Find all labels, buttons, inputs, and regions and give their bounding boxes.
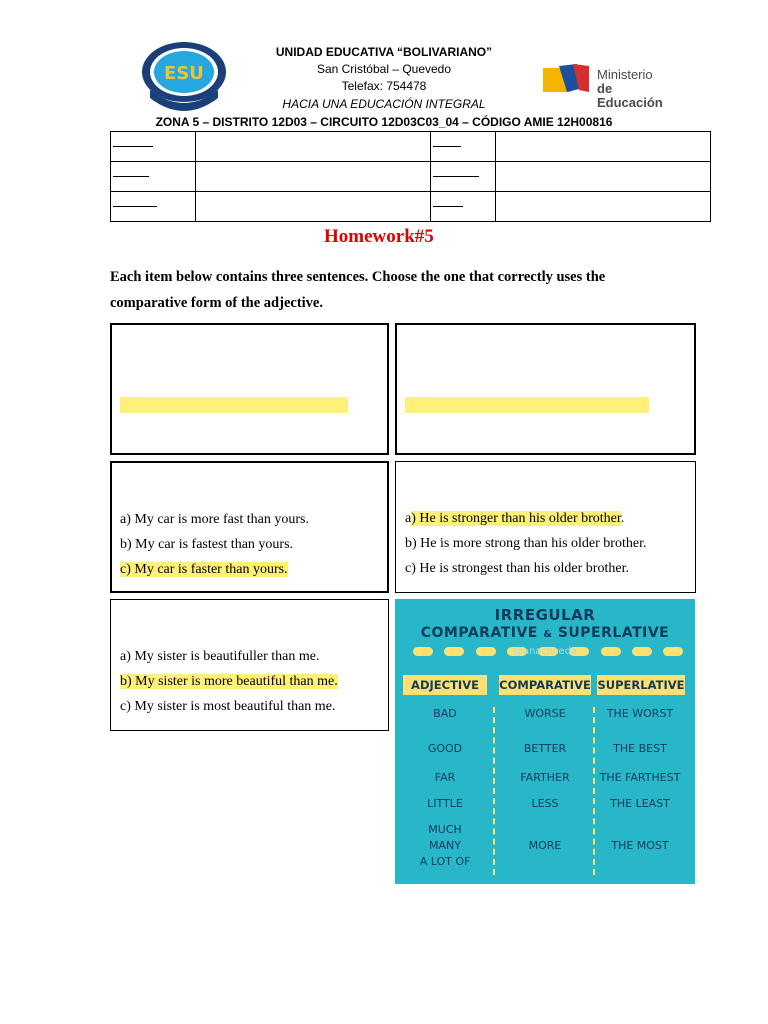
- info-field[interactable]: [496, 162, 711, 192]
- watermark: @anacoceda: [512, 646, 578, 657]
- chart-title-2: COMPARATIVE & SUPERLATIVE: [420, 625, 670, 641]
- svg-text:ESU: ESU: [164, 63, 204, 84]
- q2-option-b[interactable]: b) He is more strong than his older brother.: [405, 536, 647, 551]
- row-adjective: GOOD: [427, 742, 463, 755]
- row-comparative: FARTHER: [520, 771, 570, 784]
- school-name: UNIDAD EDUCATIVA “BOLIVARIANO”: [275, 45, 493, 59]
- question-box-2: [395, 461, 696, 593]
- answer-box-2: [395, 323, 696, 455]
- q3-option-c[interactable]: c) My sister is most beautiful than me.: [120, 699, 336, 714]
- ministry-line1: Ministerio: [597, 67, 653, 82]
- row-adjective: LITTLE: [427, 797, 463, 810]
- q1-option-c[interactable]: c) My car is faster than yours.: [120, 562, 288, 577]
- zone-line: ZONA 5 – DISTRITO 12D03 – CIRCUITO 12D03C03_04 – CÓDIGO AMIE 12H00816: [155, 115, 613, 129]
- school-location: San Cristóbal – Quevedo: [316, 62, 452, 76]
- answer-box-1: [110, 323, 389, 455]
- q3-option-b[interactable]: b) My sister is more beautiful than me.: [120, 674, 338, 689]
- row-comparative: MORE: [528, 839, 562, 852]
- q1-option-a[interactable]: a) My car is more fast than yours.: [120, 512, 309, 527]
- ministry-logo: [541, 60, 681, 110]
- info-field[interactable]: [496, 192, 711, 222]
- row-comparative: WORSE: [524, 707, 566, 720]
- homework-title: Homework#5: [324, 226, 434, 247]
- ministry-line2: de Educación: [597, 81, 663, 110]
- q2-option-a[interactable]: a) He is stronger than his older brother.: [405, 511, 625, 526]
- info-field[interactable]: [196, 132, 431, 162]
- highlight-bar: [120, 397, 348, 413]
- row-comparative: LESS: [531, 797, 559, 810]
- row-superlative: THE FARTHEST: [599, 771, 681, 784]
- row-superlative: THE WORST: [606, 707, 674, 720]
- info-field[interactable]: [496, 132, 711, 162]
- q1-option-b[interactable]: b) My car is fastest than yours.: [120, 537, 294, 552]
- chart-title-1: IRREGULAR: [494, 606, 596, 624]
- irregular-comparatives-image: [395, 599, 695, 884]
- highlight-bar: [405, 397, 649, 413]
- row-adjective: BAD: [433, 707, 457, 720]
- row-comparative: BETTER: [523, 742, 567, 755]
- row-adjective: FAR: [434, 771, 456, 784]
- question-box-3: [110, 599, 389, 731]
- row-superlative: THE MOST: [611, 839, 669, 852]
- q3-option-a[interactable]: a) My sister is beautifuller than me.: [120, 649, 320, 664]
- row-superlative: THE LEAST: [610, 797, 670, 810]
- header-comparative: COMPARATIVE: [499, 675, 591, 695]
- question-box-1: [110, 461, 389, 593]
- info-field[interactable]: [196, 162, 431, 192]
- q2-option-c[interactable]: c) He is strongest than his older brother.: [405, 561, 629, 576]
- info-field[interactable]: [196, 192, 431, 222]
- header-superlative: SUPERLATIVE: [597, 675, 685, 695]
- student-info-table: [110, 131, 711, 222]
- school-motto: HACIA UNA EDUCACIÓN INTEGRAL: [282, 97, 486, 111]
- row-adjective: MUCH MANY A LOT OF: [419, 823, 471, 868]
- header-adjective: ADJECTIVE: [403, 675, 487, 695]
- instructions: Each item below contains three sentences. Choose the one that correctly uses the comparative form of the adjective.: [110, 269, 606, 311]
- row-superlative: THE BEST: [613, 742, 667, 755]
- school-phone: Telefax: 754478: [341, 79, 427, 93]
